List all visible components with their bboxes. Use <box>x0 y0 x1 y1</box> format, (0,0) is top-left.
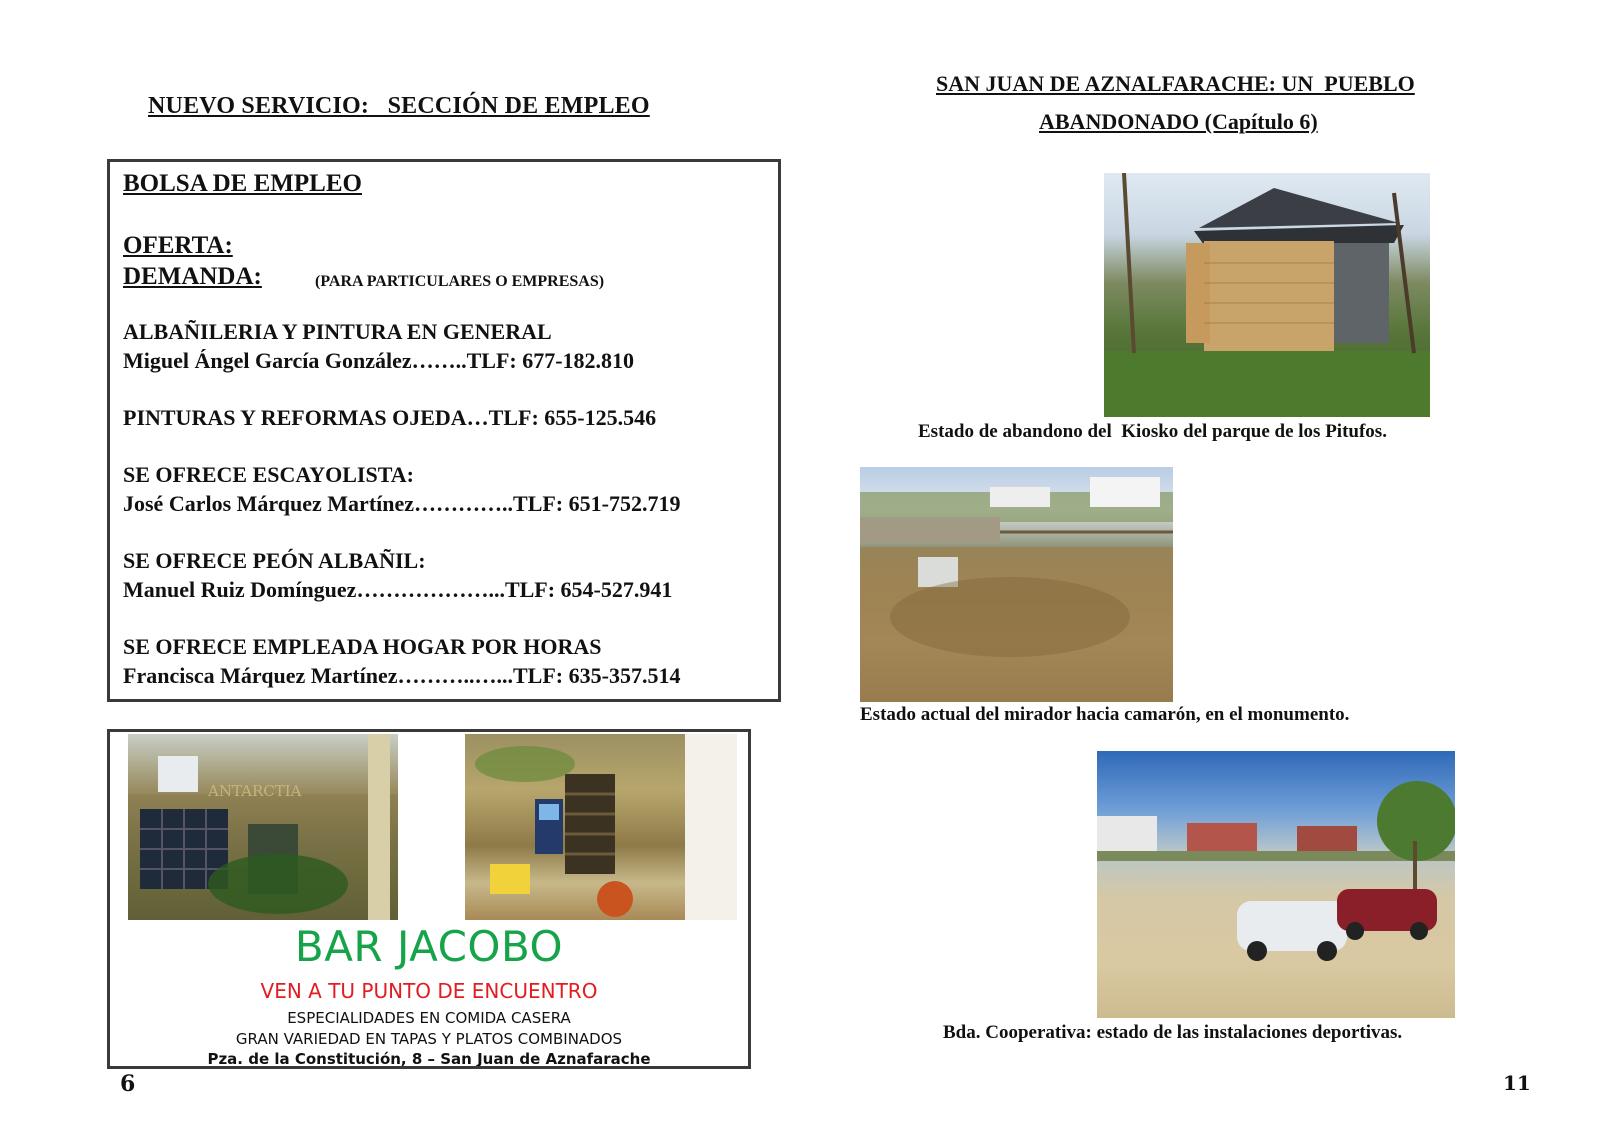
demanda-note: (PARA PARTICULARES O EMPRESAS) <box>315 273 605 290</box>
section-title: NUEVO SERVICIO: SECCIÓN DE EMPLEO <box>148 93 650 119</box>
oferta-label: OFERTA: <box>123 232 233 259</box>
entry-contact: Miguel Ángel García González……..TLF: 677-182.810 <box>123 348 635 373</box>
bar-variety: GRAN VARIEDAD EN TAPAS Y PLATOS COMBINADOS <box>235 1030 623 1048</box>
mirador-photo <box>860 467 1173 702</box>
article-title-line2: ABANDONADO (Capítulo 6) <box>1039 109 1318 134</box>
entry-title: PINTURAS Y REFORMAS OJEDA…TLF: 655-125.546 <box>123 405 657 430</box>
page-number-left: 6 <box>120 1071 136 1097</box>
bar-address: Pza. de la Constitución, 8 – San Juan de Aznafarache <box>207 1050 651 1068</box>
bar-slogan: VEN A TU PUNTO DE ENCUENTRO <box>260 979 598 1003</box>
bar-specialties: ESPECIALIDADES EN COMIDA CASERA <box>287 1009 571 1027</box>
bar-sign: ANTARCTIA <box>208 782 302 800</box>
entry-title: SE OFRECE ESCAYOLISTA: <box>123 462 414 487</box>
kiosk-photo <box>1104 173 1430 417</box>
mirador-caption: Estado actual del mirador hacia camarón, en el monumento. <box>860 704 1350 725</box>
article-title-line1: SAN JUAN DE AZNALFARACHE: UN PUEBLO <box>936 71 1415 96</box>
bar-name: BAR JACOBO <box>294 922 564 971</box>
entry-contact: Francisca Márquez Martínez………..…...TLF: 635-357.514 <box>123 663 681 688</box>
job-board-box <box>107 159 781 702</box>
bar-advertisement <box>107 729 751 1069</box>
entry-title: SE OFRECE PEÓN ALBAÑIL: <box>123 548 426 573</box>
kiosk-caption: Estado de abandono del Kiosko del parque de los Pitufos. <box>918 421 1387 442</box>
entry-contact: Manuel Ruiz Domínguez………………...TLF: 654-527.941 <box>123 577 673 602</box>
page-number-right: 11 <box>1503 1071 1531 1095</box>
cooperativa-photo <box>1097 751 1455 1018</box>
entry-title: ALBAÑILERIA Y PINTURA EN GENERAL <box>123 319 552 344</box>
demanda-label: DEMANDA: <box>123 263 262 290</box>
entry-title: SE OFRECE EMPLEADA HOGAR POR HORAS <box>123 634 602 659</box>
job-board-heading: BOLSA DE EMPLEO <box>123 170 362 197</box>
bar-interior-photo <box>465 734 737 920</box>
entry-contact: José Carlos Márquez Martínez…………..TLF: 651-752.719 <box>123 491 681 516</box>
bar-exterior-photo <box>128 734 398 920</box>
cooperativa-caption: Bda. Cooperativa: estado de las instalaciones deportivas. <box>943 1022 1403 1043</box>
